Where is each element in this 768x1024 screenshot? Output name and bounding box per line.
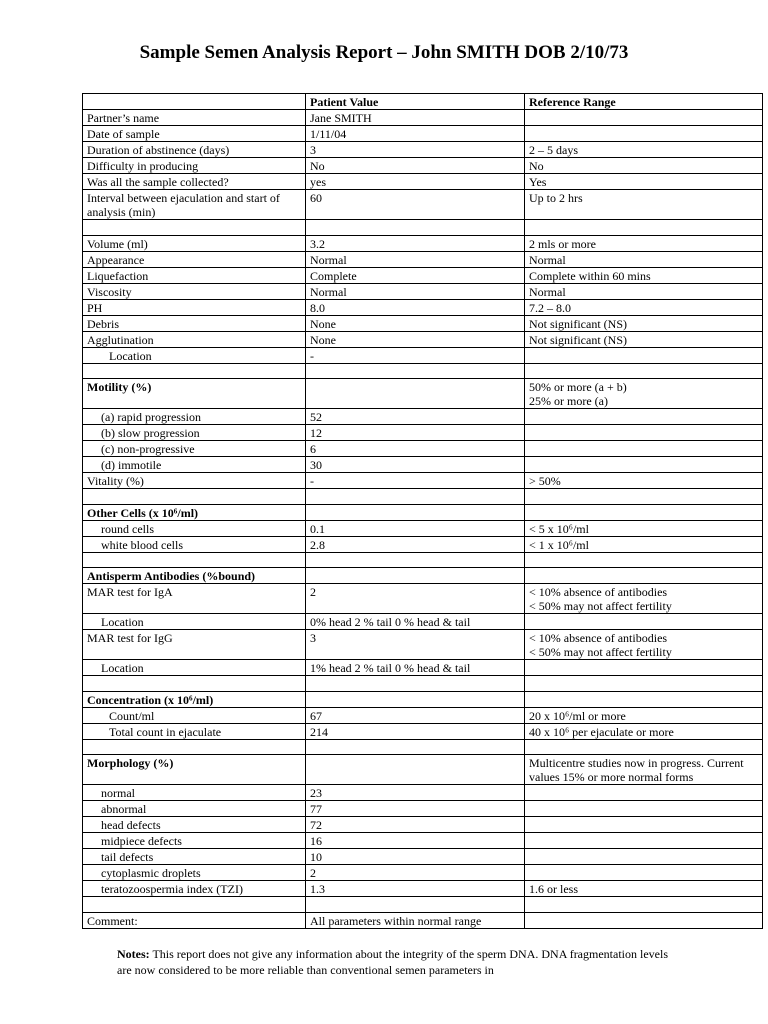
parameter-cell: Partner’s name — [83, 110, 306, 126]
header-patient-value: Patient Value — [306, 94, 525, 110]
reference-range-cell: Complete within 60 mins — [525, 267, 763, 283]
reference-range-cell — [525, 912, 763, 928]
patient-value-cell: None — [306, 315, 525, 331]
empty-cell — [525, 489, 763, 505]
parameter-cell: Viscosity — [83, 283, 306, 299]
reference-range-cell — [525, 660, 763, 676]
reference-range-cell: Up to 2 hrs — [525, 190, 763, 220]
reference-range-cell — [525, 785, 763, 801]
reference-range-cell — [525, 801, 763, 817]
spacer-row — [83, 897, 763, 913]
reference-range-cell — [525, 409, 763, 425]
reference-range-cell: 20 x 10⁶/ml or more — [525, 707, 763, 723]
empty-cell — [306, 363, 525, 379]
patient-value-cell: - — [306, 347, 525, 363]
reference-range-cell: 2 mls or more — [525, 235, 763, 251]
table-row — [83, 425, 763, 441]
patient-value-cell: 67 — [306, 707, 525, 723]
parameter-cell: Motility (%) — [83, 379, 306, 409]
reference-range-cell: No — [525, 158, 763, 174]
patient-value-cell: No — [306, 158, 525, 174]
reference-range-cell: 50% or more (a + b) 25% or more (a) — [525, 379, 763, 409]
spacer-row — [83, 739, 763, 755]
empty-cell — [83, 220, 306, 236]
parameter-cell: PH — [83, 299, 306, 315]
table-row — [83, 331, 763, 347]
patient-value-cell — [306, 504, 525, 520]
reference-range-cell — [525, 817, 763, 833]
empty-cell — [83, 489, 306, 505]
parameter-cell: MAR test for IgG — [83, 630, 306, 660]
patient-value-cell: 10 — [306, 849, 525, 865]
parameter-cell: cytoplasmic droplets — [83, 865, 306, 881]
patient-value-cell: 77 — [306, 801, 525, 817]
header-parameter — [83, 94, 306, 110]
patient-value-cell: 1/11/04 — [306, 126, 525, 142]
patient-value-cell: 16 — [306, 833, 525, 849]
reference-range-cell: < 10% absence of antibodies < 50% may not affect fertility — [525, 630, 763, 660]
parameter-cell: (c) non-progressive — [83, 441, 306, 457]
reference-range-cell: > 50% — [525, 473, 763, 489]
table-row — [83, 379, 763, 409]
patient-value-cell: Jane SMITH — [306, 110, 525, 126]
reference-range-cell: 7.2 – 8.0 — [525, 299, 763, 315]
table-row — [83, 283, 763, 299]
patient-value-cell: None — [306, 331, 525, 347]
patient-value-cell: 1% head 2 % tail 0 % head & tail — [306, 660, 525, 676]
reference-range-cell — [525, 347, 763, 363]
reference-range-cell: Multicentre studies now in progress. Current values 15% or more normal forms — [525, 755, 763, 785]
table-row — [83, 299, 763, 315]
table-row — [83, 126, 763, 142]
patient-value-cell — [306, 568, 525, 584]
patient-value-cell: All parameters within normal range — [306, 912, 525, 928]
parameter-cell: normal — [83, 785, 306, 801]
table-row — [83, 817, 763, 833]
parameter-cell: tail defects — [83, 849, 306, 865]
reference-range-cell: < 10% absence of antibodies < 50% may not affect fertility — [525, 584, 763, 614]
parameter-cell: Volume (ml) — [83, 235, 306, 251]
parameter-cell: Agglutination — [83, 331, 306, 347]
table-header-row — [83, 94, 763, 110]
empty-cell — [525, 676, 763, 692]
table-row — [83, 174, 763, 190]
table-row — [83, 849, 763, 865]
reference-range-cell: 1.6 or less — [525, 881, 763, 897]
empty-cell — [306, 897, 525, 913]
table-row — [83, 315, 763, 331]
patient-value-cell: 3.2 — [306, 235, 525, 251]
empty-cell — [525, 897, 763, 913]
reference-range-cell — [525, 568, 763, 584]
table-row — [83, 614, 763, 630]
empty-cell — [306, 739, 525, 755]
reference-range-cell — [525, 614, 763, 630]
patient-value-cell: 72 — [306, 817, 525, 833]
parameter-cell: Other Cells (x 10⁶/ml) — [83, 504, 306, 520]
empty-cell — [83, 363, 306, 379]
reference-range-cell: 2 – 5 days — [525, 142, 763, 158]
table-row — [83, 158, 763, 174]
parameter-cell: Location — [83, 660, 306, 676]
patient-value-cell: 30 — [306, 457, 525, 473]
parameter-cell: Antisperm Antibodies (%bound) — [83, 568, 306, 584]
patient-value-cell: 3 — [306, 142, 525, 158]
parameter-cell: Duration of abstinence (days) — [83, 142, 306, 158]
parameter-cell: Location — [83, 347, 306, 363]
parameter-cell: Concentration (x 10⁶/ml) — [83, 691, 306, 707]
patient-value-cell: 1.3 — [306, 881, 525, 897]
semen-analysis-table — [82, 93, 763, 929]
parameter-cell: round cells — [83, 520, 306, 536]
patient-value-cell — [306, 691, 525, 707]
parameter-cell: head defects — [83, 817, 306, 833]
empty-cell — [306, 220, 525, 236]
parameter-cell: Location — [83, 614, 306, 630]
table-row — [83, 504, 763, 520]
parameter-cell: midpiece defects — [83, 833, 306, 849]
table-row — [83, 691, 763, 707]
table-body — [83, 110, 763, 929]
reference-range-cell — [525, 425, 763, 441]
table-row — [83, 707, 763, 723]
table-row — [83, 755, 763, 785]
patient-value-cell: Normal — [306, 283, 525, 299]
table-row — [83, 723, 763, 739]
empty-cell — [83, 676, 306, 692]
patient-value-cell: 12 — [306, 425, 525, 441]
reference-range-cell — [525, 691, 763, 707]
table-row — [83, 190, 763, 220]
table-row — [83, 347, 763, 363]
patient-value-cell: 2 — [306, 865, 525, 881]
patient-value-cell: 0.1 — [306, 520, 525, 536]
table-row — [83, 142, 763, 158]
reference-range-cell: Not significant (NS) — [525, 315, 763, 331]
spacer-row — [83, 552, 763, 568]
parameter-cell: Count/ml — [83, 707, 306, 723]
patient-value-cell: 214 — [306, 723, 525, 739]
patient-value-cell — [306, 755, 525, 785]
report-title: Sample Semen Analysis Report – John SMITH DOB 2/10/73 — [139, 42, 629, 63]
header-reference-range: Reference Range — [525, 94, 763, 110]
patient-value-cell: 52 — [306, 409, 525, 425]
patient-value-cell: 23 — [306, 785, 525, 801]
reference-range-cell — [525, 865, 763, 881]
patient-value-cell: Complete — [306, 267, 525, 283]
table-row — [83, 881, 763, 897]
reference-range-cell — [525, 504, 763, 520]
table-row — [83, 801, 763, 817]
parameter-cell: Was all the sample collected? — [83, 174, 306, 190]
table-row — [83, 785, 763, 801]
table-row — [83, 235, 763, 251]
parameter-cell: Debris — [83, 315, 306, 331]
empty-cell — [83, 552, 306, 568]
empty-cell — [306, 552, 525, 568]
patient-value-cell: 2.8 — [306, 536, 525, 552]
empty-cell — [306, 676, 525, 692]
parameter-cell: Interval between ejaculation and start of analysis (min) — [83, 190, 306, 220]
table-row — [83, 865, 763, 881]
table-row — [83, 660, 763, 676]
patient-value-cell: - — [306, 473, 525, 489]
table-row — [83, 251, 763, 267]
parameter-cell: Total count in ejaculate — [83, 723, 306, 739]
parameter-cell: teratozoospermia index (TZI) — [83, 881, 306, 897]
notes-text: This report does not give any information about the integrity of the sperm DNA. DNA fragmentation levels are now considered to be more reliable than conventional semen parameters in — [117, 947, 668, 977]
empty-cell — [306, 489, 525, 505]
patient-value-cell: 8.0 — [306, 299, 525, 315]
empty-cell — [525, 739, 763, 755]
table-row — [83, 473, 763, 489]
table-row — [83, 409, 763, 425]
table-row — [83, 267, 763, 283]
table-row — [83, 520, 763, 536]
reference-range-cell — [525, 833, 763, 849]
reference-range-cell: < 1 x 10⁶/ml — [525, 536, 763, 552]
reference-range-cell: Yes — [525, 174, 763, 190]
parameter-cell: Appearance — [83, 251, 306, 267]
table-row — [83, 912, 763, 928]
reference-range-cell: 40 x 10⁶ per ejaculate or more — [525, 723, 763, 739]
empty-cell — [83, 739, 306, 755]
empty-cell — [525, 552, 763, 568]
table-row — [83, 630, 763, 660]
parameter-cell: Liquefaction — [83, 267, 306, 283]
reference-range-cell — [525, 441, 763, 457]
table-row — [83, 441, 763, 457]
reference-range-cell: Normal — [525, 283, 763, 299]
table-row — [83, 536, 763, 552]
parameter-cell: abnormal — [83, 801, 306, 817]
parameter-cell: Date of sample — [83, 126, 306, 142]
empty-cell — [83, 897, 306, 913]
parameter-cell: Morphology (%) — [83, 755, 306, 785]
table-row — [83, 110, 763, 126]
reference-range-cell: Not significant (NS) — [525, 331, 763, 347]
table-row — [83, 833, 763, 849]
empty-cell — [525, 220, 763, 236]
patient-value-cell: 2 — [306, 584, 525, 614]
parameter-cell: (b) slow progression — [83, 425, 306, 441]
patient-value-cell: yes — [306, 174, 525, 190]
reference-range-cell: < 5 x 10⁶/ml — [525, 520, 763, 536]
spacer-row — [83, 363, 763, 379]
patient-value-cell: 0% head 2 % tail 0 % head & tail — [306, 614, 525, 630]
table-row — [83, 584, 763, 614]
table-row — [83, 568, 763, 584]
patient-value-cell — [306, 379, 525, 409]
parameter-cell: (a) rapid progression — [83, 409, 306, 425]
spacer-row — [83, 489, 763, 505]
parameter-cell: Vitality (%) — [83, 473, 306, 489]
empty-cell — [525, 363, 763, 379]
parameter-cell: (d) immotile — [83, 457, 306, 473]
patient-value-cell: 60 — [306, 190, 525, 220]
reference-range-cell — [525, 457, 763, 473]
parameter-cell: white blood cells — [83, 536, 306, 552]
spacer-row — [83, 220, 763, 236]
parameter-cell: MAR test for IgA — [83, 584, 306, 614]
spacer-row — [83, 676, 763, 692]
parameter-cell: Comment: — [83, 912, 306, 928]
reference-range-cell — [525, 849, 763, 865]
table-row — [83, 457, 763, 473]
reference-range-cell — [525, 110, 763, 126]
patient-value-cell: Normal — [306, 251, 525, 267]
reference-range-cell: Normal — [525, 251, 763, 267]
patient-value-cell: 3 — [306, 630, 525, 660]
parameter-cell: Difficulty in producing — [83, 158, 306, 174]
notes-paragraph — [117, 946, 677, 978]
reference-range-cell — [525, 126, 763, 142]
notes-label: Notes: — [117, 947, 150, 961]
patient-value-cell: 6 — [306, 441, 525, 457]
